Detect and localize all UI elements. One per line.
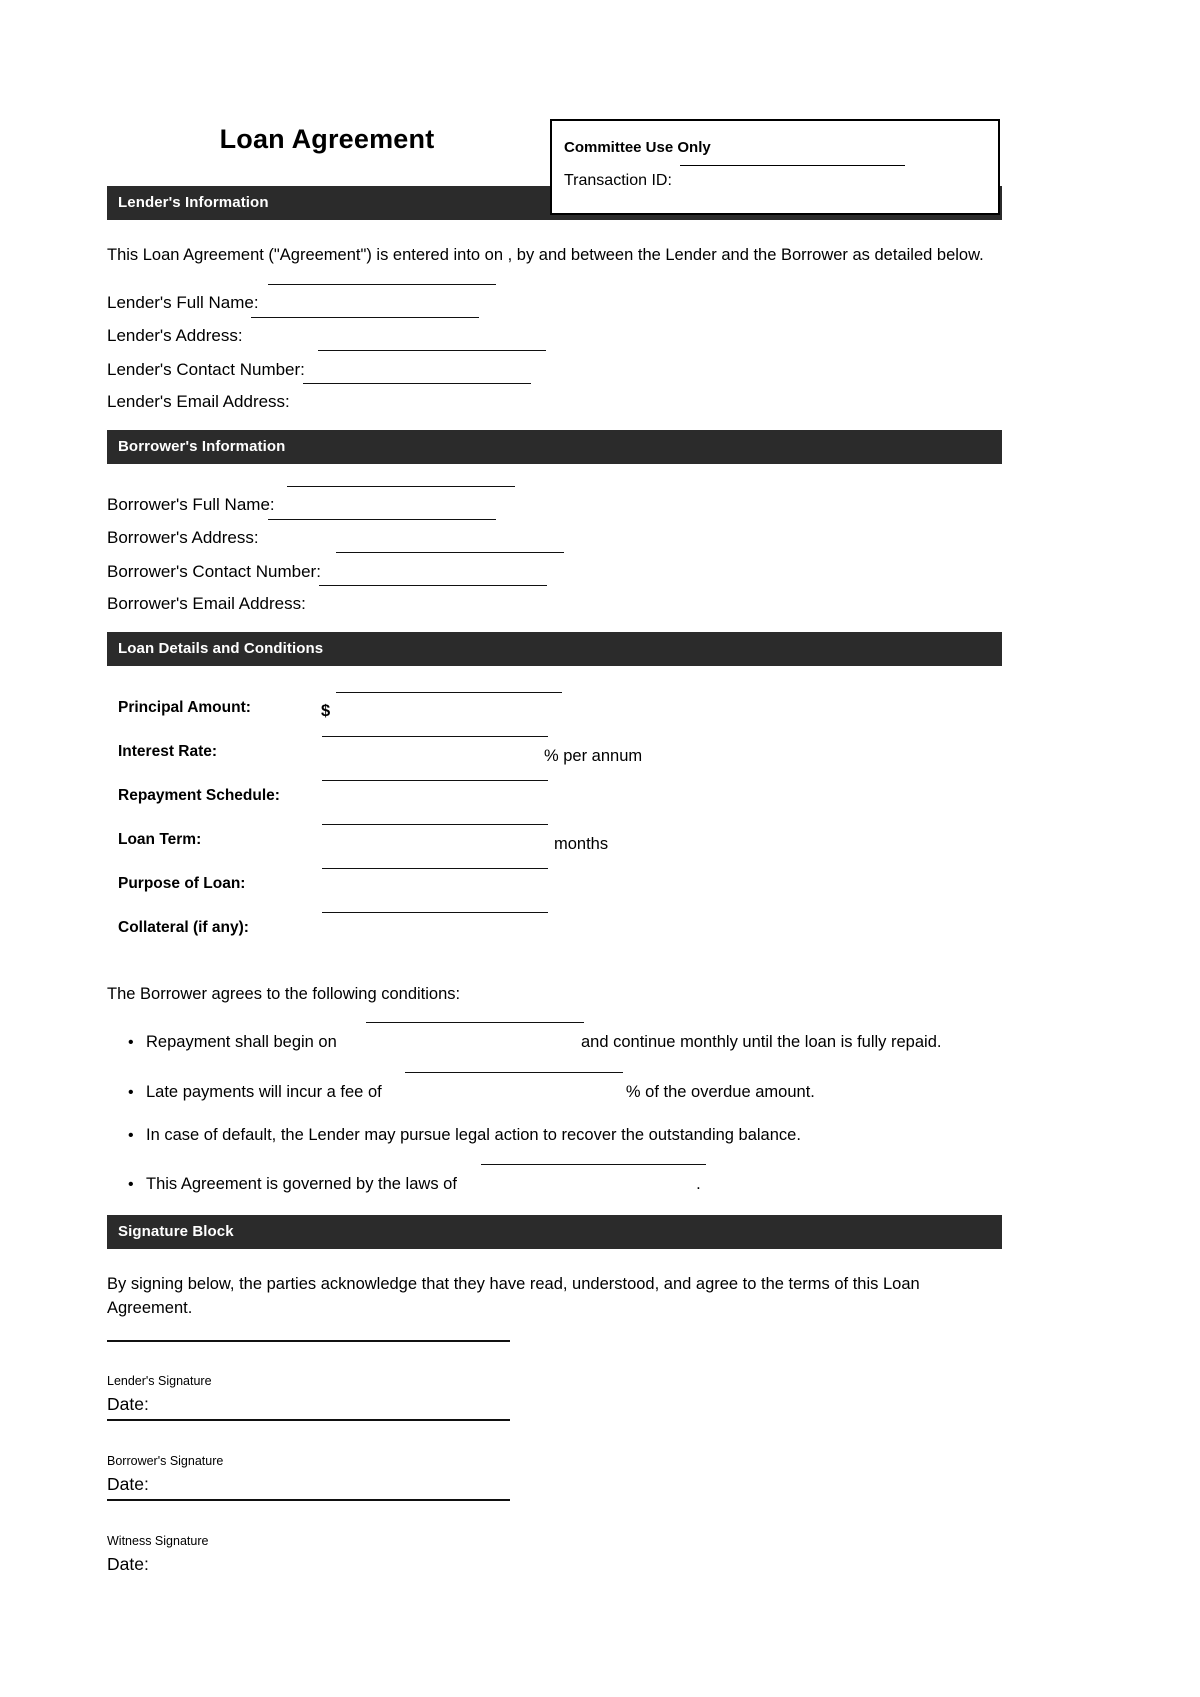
intro-paragraph: This Loan Agreement ("Agreement") is entered into on , by and between the Lender and the Borrower as detailed below.	[107, 246, 984, 264]
interest-rate-suffix: % per annum	[544, 747, 643, 765]
late-fee-rule[interactable]	[405, 1072, 623, 1073]
lender-email-rule[interactable]	[303, 383, 531, 384]
lender-email-label: Lender's Email Address:	[107, 392, 290, 411]
condition-item-4-before: This Agreement is governed by the laws of	[146, 1175, 457, 1193]
transaction-id-rule[interactable]	[680, 165, 905, 166]
bullet-icon: •	[128, 1034, 134, 1051]
committee-use-only-heading: Committee Use Only	[564, 139, 711, 156]
borrower-contact-number-label: Borrower's Contact Number:	[107, 562, 321, 581]
loan-term-rule[interactable]	[322, 824, 548, 825]
borrower-date-label: Date:	[107, 1474, 149, 1494]
section-header-loan-details-label: Loan Details and Conditions	[118, 640, 324, 657]
section-header-loan-details	[107, 632, 1002, 666]
condition-item-1-after: and continue monthly until the loan is fully repaid.	[580, 1033, 942, 1051]
lender-signature-rule[interactable]	[107, 1340, 510, 1342]
principal-amount-rule[interactable]	[336, 692, 562, 693]
lender-contact-number-label: Lender's Contact Number:	[107, 360, 305, 379]
collateral-label: Collateral (if any):	[118, 919, 249, 936]
condition-item-3-before: In case of default, the Lender may pursue legal action to recover the outstanding balance.	[146, 1126, 801, 1144]
section-header-borrower	[107, 430, 1002, 464]
condition-item-4	[128, 1173, 701, 1195]
signature-paragraph: By signing below, the parties acknowledge that they have read, understood, and agree to the terms of this Loan Agreement.	[107, 1275, 920, 1317]
borrower-full-name-rule[interactable]	[287, 486, 515, 487]
lender-address-label: Lender's Address:	[107, 326, 243, 345]
condition-item-3	[128, 1124, 801, 1146]
condition-item-2-before: Late payments will incur a fee of	[146, 1083, 382, 1101]
section-header-signature-label: Signature Block	[118, 1223, 234, 1240]
lender-date-label: Date:	[107, 1394, 149, 1414]
condition-item-1-before: Repayment shall begin on	[146, 1033, 337, 1051]
borrower-contact-number-rule[interactable]	[336, 552, 564, 553]
condition-item-1	[128, 1031, 942, 1053]
principal-amount-label: Principal Amount:	[118, 699, 251, 716]
borrower-address-rule[interactable]	[268, 519, 496, 520]
condition-item-2-after: % of the overdue amount.	[625, 1083, 815, 1101]
conditions-intro: The Borrower agrees to the following conditions:	[107, 985, 461, 1003]
bullet-icon: •	[128, 1127, 134, 1144]
repayment-schedule-label: Repayment Schedule:	[118, 787, 280, 804]
committee-use-only-box	[550, 119, 1000, 215]
condition-item-4-after: .	[696, 1175, 701, 1193]
governing-law-rule[interactable]	[481, 1164, 706, 1165]
borrower-date-rule[interactable]	[107, 1499, 510, 1501]
lender-full-name-rule[interactable]	[268, 284, 496, 285]
condition-item-2	[128, 1081, 815, 1103]
lender-date-rule[interactable]	[107, 1419, 510, 1421]
bullet-icon: •	[128, 1176, 134, 1193]
bullet-icon: •	[128, 1084, 134, 1101]
repayment-start-date-rule[interactable]	[366, 1022, 584, 1023]
interest-rate-label: Interest Rate:	[118, 743, 218, 760]
witness-date-label: Date:	[107, 1554, 149, 1574]
borrower-email-rule[interactable]	[319, 585, 547, 586]
lender-contact-number-rule[interactable]	[318, 350, 546, 351]
witness-signature-caption: Witness Signature	[107, 1534, 209, 1548]
collateral-rule[interactable]	[322, 912, 548, 913]
borrower-address-label: Borrower's Address:	[107, 528, 259, 547]
repayment-schedule-rule[interactable]	[322, 780, 548, 781]
lender-address-rule[interactable]	[251, 317, 479, 318]
lender-signature-caption: Lender's Signature	[107, 1374, 212, 1388]
loan-term-suffix: months	[554, 835, 609, 853]
section-header-lender-label: Lender's Information	[118, 194, 269, 211]
purpose-of-loan-label: Purpose of Loan:	[118, 875, 246, 892]
interest-rate-rule[interactable]	[322, 736, 548, 737]
lender-full-name-label: Lender's Full Name:	[107, 293, 259, 312]
section-header-signature	[107, 1215, 1002, 1249]
borrower-signature-caption: Borrower's Signature	[107, 1454, 224, 1468]
borrower-email-label: Borrower's Email Address:	[107, 594, 306, 613]
loan-term-label: Loan Term:	[118, 831, 202, 848]
section-header-borrower-label: Borrower's Information	[118, 438, 286, 455]
purpose-of-loan-rule[interactable]	[322, 868, 548, 869]
transaction-id-label: Transaction ID:	[564, 172, 672, 189]
currency-symbol: $	[321, 702, 331, 720]
borrower-full-name-label: Borrower's Full Name:	[107, 495, 275, 514]
page-title: Loan Agreement	[219, 124, 435, 154]
